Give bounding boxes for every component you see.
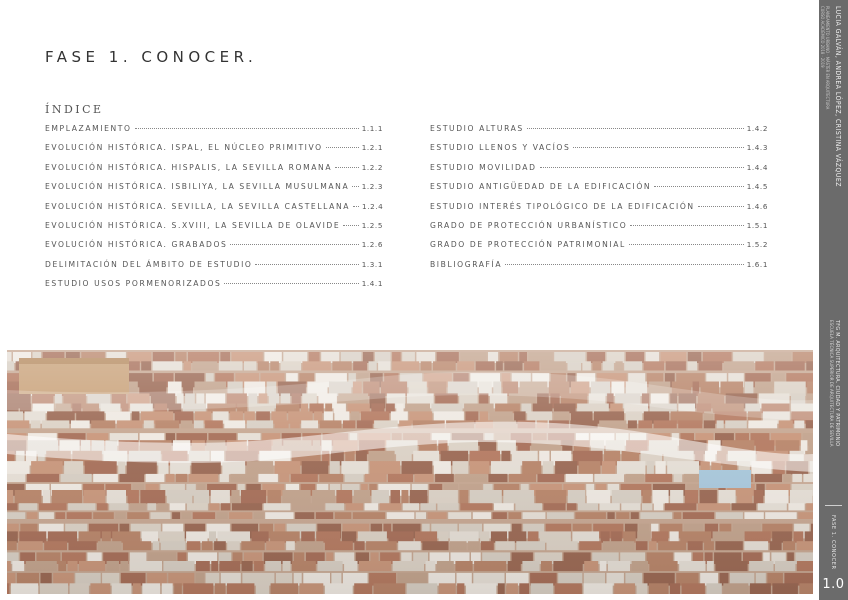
- toc-dot-leader: [326, 147, 359, 148]
- toc-entry: [45, 124, 383, 143]
- toc-entry: [45, 240, 383, 259]
- toc-dot-leader: [654, 186, 744, 187]
- toc-entry-label: ESTUDIO USOS PORMENORIZADOS: [45, 279, 222, 289]
- toc-entry-label: EVOLUCIÓN HISTÓRICA. HISPALIS, LA SEVILLA ROMANA: [45, 162, 333, 172]
- toc-entry-label: BIBLIOGRAFÍA: [430, 259, 503, 269]
- toc-entry-label: GRADO DE PROTECCIÓN PATRIMONIAL: [430, 240, 626, 250]
- toc-dot-leader: [540, 167, 744, 168]
- toc-entry-page: 1.5.2: [746, 240, 768, 250]
- toc-entry-page: 1.1.1: [361, 124, 383, 133]
- toc-entry-label: EVOLUCIÓN HISTÓRICA. SEVILLA, LA SEVILLA CASTELLANA: [45, 201, 351, 211]
- toc-dot-leader: [527, 128, 744, 129]
- toc-entry-page: 1.6.1: [746, 259, 768, 269]
- toc-dot-leader: [335, 167, 359, 168]
- toc-entry: [45, 182, 383, 201]
- index-heading: ÍNDICE: [45, 103, 104, 116]
- toc-entry-page: 1.2.2: [361, 162, 383, 172]
- sidebar-authors: LUCIA GALVÁN, ANDREA LÓPEZ, CRISTINA VÁZQUEZ: [834, 6, 842, 187]
- toc-entry-page: 1.4.3: [746, 143, 768, 153]
- page-title: FASE 1. CONOCER.: [45, 48, 258, 66]
- toc-right-column: [430, 124, 768, 279]
- toc-dot-leader: [630, 225, 743, 226]
- toc-entry-label: EVOLUCIÓN HISTÓRICA. GRABADOS: [45, 240, 228, 250]
- atmospheric-haze: [7, 350, 813, 594]
- toc-entry: [430, 143, 768, 162]
- aerial-city-illustration: [7, 350, 813, 594]
- toc-dot-leader: [255, 264, 358, 265]
- toc-entry-page: 1.4.2: [746, 124, 768, 133]
- toc-entry: [430, 182, 768, 201]
- toc-entry-label: ESTUDIO MOVILIDAD: [430, 162, 537, 172]
- toc-entry-label: ESTUDIO ANTIGÜEDAD DE LA EDIFICACIÓN: [430, 182, 652, 192]
- toc-entry: [45, 143, 383, 162]
- toc-entry-page: 1.4.5: [746, 182, 768, 192]
- sidebar-phase-label: FASE 1. CONOCER: [830, 515, 836, 570]
- toc-entry: [430, 240, 768, 259]
- sheet-number: 1.0: [822, 577, 845, 592]
- toc-entry: [45, 163, 383, 182]
- toc-entry: [45, 202, 383, 221]
- toc-entry-page: 1.4.4: [746, 162, 768, 172]
- toc-entry-page: 1.2.5: [361, 220, 383, 230]
- toc-entry-label: DELIMITACIÓN DEL ÁMBITO DE ESTUDIO: [45, 259, 253, 269]
- toc-entry: [45, 221, 383, 240]
- toc-entry-label: EMPLAZAMIENTO: [45, 124, 132, 133]
- toc-entry-label: GRADO DE PROTECCIÓN URBANÍSTICO: [430, 220, 628, 230]
- toc-entry-page: 1.2.6: [361, 240, 383, 250]
- toc-entry: [45, 279, 383, 298]
- toc-entry-label: EVOLUCIÓN HISTÓRICA. S.XVIII, LA SEVILLA DE OLAVIDE: [45, 220, 341, 230]
- toc-entry-page: 1.2.3: [361, 182, 383, 192]
- toc-entry: [430, 202, 768, 221]
- toc-entry-page: 1.4.1: [361, 279, 383, 289]
- sidebar-course-title: TFG M. ARQUITECTURA. CIUDAD Y PATRIMONIO: [834, 320, 840, 447]
- sidebar-divider: [825, 505, 842, 506]
- aerial-city-photo: [7, 350, 813, 594]
- toc-entry: [430, 163, 768, 182]
- toc-dot-leader: [353, 206, 359, 207]
- sidebar: [819, 0, 848, 600]
- sidebar-course-year: CURSO ACADÉMICO 2018 · 2019: [820, 6, 825, 68]
- toc-dot-leader: [573, 147, 743, 148]
- sidebar-school: ESCUELA TÉCNICA SUPERIOR DE ARQUITECTURA DE SEVILLA: [828, 320, 833, 447]
- toc-entry: [430, 124, 768, 143]
- toc-entry-label: ESTUDIO INTERÉS TIPOLÓGICO DE LA EDIFICACIÓN: [430, 201, 695, 211]
- toc-entry: [45, 260, 383, 279]
- toc-dot-leader: [343, 225, 358, 226]
- toc-entry-page: 1.5.1: [746, 220, 768, 230]
- toc-dot-leader: [505, 264, 744, 265]
- toc-entry-label: ESTUDIO LLENOS Y VACÍOS: [430, 143, 571, 153]
- toc-dot-leader: [352, 186, 358, 187]
- toc-entry: [430, 221, 768, 240]
- toc-dot-leader: [224, 283, 358, 284]
- toc-dot-leader: [230, 244, 358, 245]
- toc-dot-leader: [629, 244, 744, 245]
- toc-entry-label: EVOLUCIÓN HISTÓRICA. ISPAL, EL NÚCLEO PRIMITIVO: [45, 143, 323, 153]
- toc-entry-page: 1.2.4: [362, 201, 384, 211]
- toc-left-column: [45, 124, 383, 299]
- toc-entry: [430, 260, 768, 279]
- toc-dot-leader: [135, 128, 359, 129]
- toc-entry-label: EVOLUCIÓN HISTÓRICA. ISBILIYA, LA SEVILLA MUSULMANA: [45, 182, 350, 192]
- toc-dot-leader: [698, 206, 744, 207]
- toc-entry-page: 1.2.1: [361, 143, 383, 153]
- sidebar-details: PLANEAMIENTO URBANO · MÁSTER EN ARQUITECTURA: [825, 6, 830, 110]
- toc-entry-label: ESTUDIO ALTURAS: [430, 124, 524, 133]
- toc-entry-page: 1.3.1: [361, 259, 383, 269]
- toc-entry-page: 1.4.6: [746, 201, 768, 211]
